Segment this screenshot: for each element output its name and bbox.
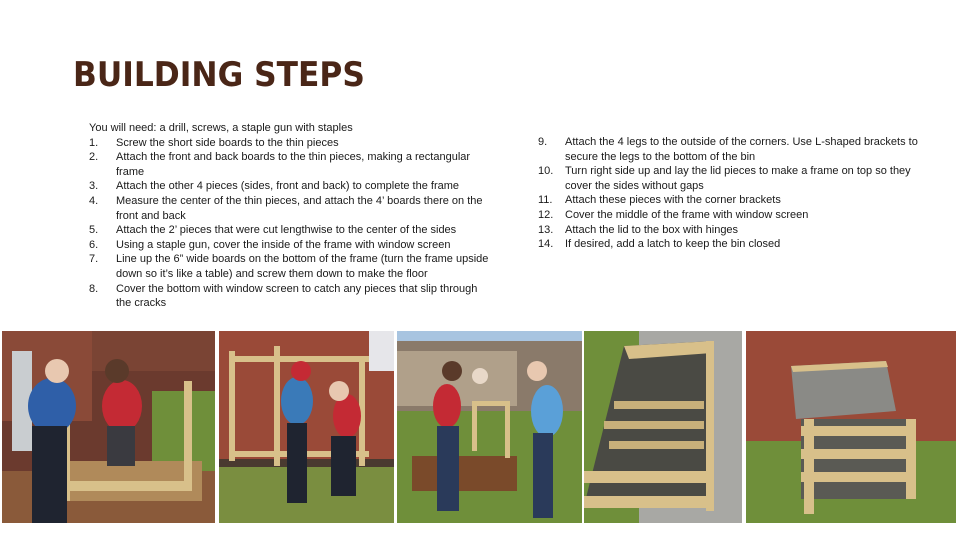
step-number: 11. xyxy=(538,194,553,207)
step-text: Cover the bottom with window screen to catch any pieces that slip through the cracks xyxy=(116,282,478,310)
step-number: 2. xyxy=(89,151,99,164)
step-text: Attach these pieces with the corner brackets xyxy=(565,194,781,207)
step-text: Turn right side up and lay the lid pieces to make a frame on top so they cover the sides without gaps xyxy=(565,165,911,192)
materials-intro: You will need: a drill, screws, a staple gun with staples xyxy=(89,122,353,134)
step-item xyxy=(89,150,489,179)
step-item xyxy=(538,237,928,252)
step-number: 13. xyxy=(538,223,554,236)
step-text: Screw the short side boards to the thin pieces xyxy=(116,136,339,149)
step-item xyxy=(89,223,489,238)
step-text: Measure the center of the thin pieces, and attach the 4’ boards there on the front and back xyxy=(116,194,483,222)
step-number: 3. xyxy=(89,180,99,193)
steps-column-right xyxy=(538,135,928,252)
step-number: 14. xyxy=(538,238,554,251)
steps-list-left xyxy=(89,136,489,311)
step-number: 7. xyxy=(89,253,99,266)
step-text: Attach the front and back boards to the thin pieces, making a rectangular frame xyxy=(116,151,471,178)
photo-side-frame xyxy=(219,331,394,523)
step-text: If desired, add a latch to keep the bin closed xyxy=(565,238,781,251)
steps-list-right xyxy=(538,135,928,252)
photo-outdoor-work xyxy=(397,331,582,523)
step-number: 9. xyxy=(538,136,548,148)
photo-frame-assembly xyxy=(2,331,215,523)
step-item xyxy=(89,179,489,194)
step-text: Attach the 4 legs to the outside of the corners. Use L-shaped brackets to secure the legs to the bottom of the bin xyxy=(565,136,918,163)
photo-screened-bin xyxy=(584,331,742,523)
step-text: Line up the 6” wide boards on the bottom of the frame (turn the frame upside down so it’s like a table) and screw them down to make the floor xyxy=(116,253,489,280)
step-item xyxy=(89,252,489,281)
step-number: 6. xyxy=(89,238,99,251)
steps-column-left xyxy=(89,121,489,311)
step-item xyxy=(89,136,489,151)
step-number: 4. xyxy=(89,194,99,207)
step-item xyxy=(89,238,489,253)
step-item xyxy=(538,135,928,164)
step-text: Attach the other 4 pieces (sides, front and back) to complete the frame xyxy=(116,180,460,193)
step-text: Using a staple gun, cover the inside of the frame with window screen xyxy=(116,238,451,251)
step-item xyxy=(89,194,489,223)
photo-finished-bin xyxy=(746,331,956,523)
step-number: 12. xyxy=(538,208,554,221)
step-number: 10. xyxy=(538,165,554,178)
step-item xyxy=(538,164,928,193)
step-text: Attach the lid to the box with hinges xyxy=(565,223,739,236)
step-item xyxy=(538,193,928,208)
step-item xyxy=(538,223,928,238)
page-title: BUILDING STEPS xyxy=(73,55,365,95)
step-number: 8. xyxy=(89,282,99,295)
step-item xyxy=(538,208,928,223)
step-text: Cover the middle of the frame with window screen xyxy=(565,208,809,221)
photo-strip xyxy=(0,331,960,523)
step-text: Attach the 2’ pieces that were cut lengthwise to the center of the sides xyxy=(116,224,457,237)
step-number: 1. xyxy=(89,136,99,149)
step-number: 5. xyxy=(89,224,99,237)
step-item xyxy=(89,282,489,311)
